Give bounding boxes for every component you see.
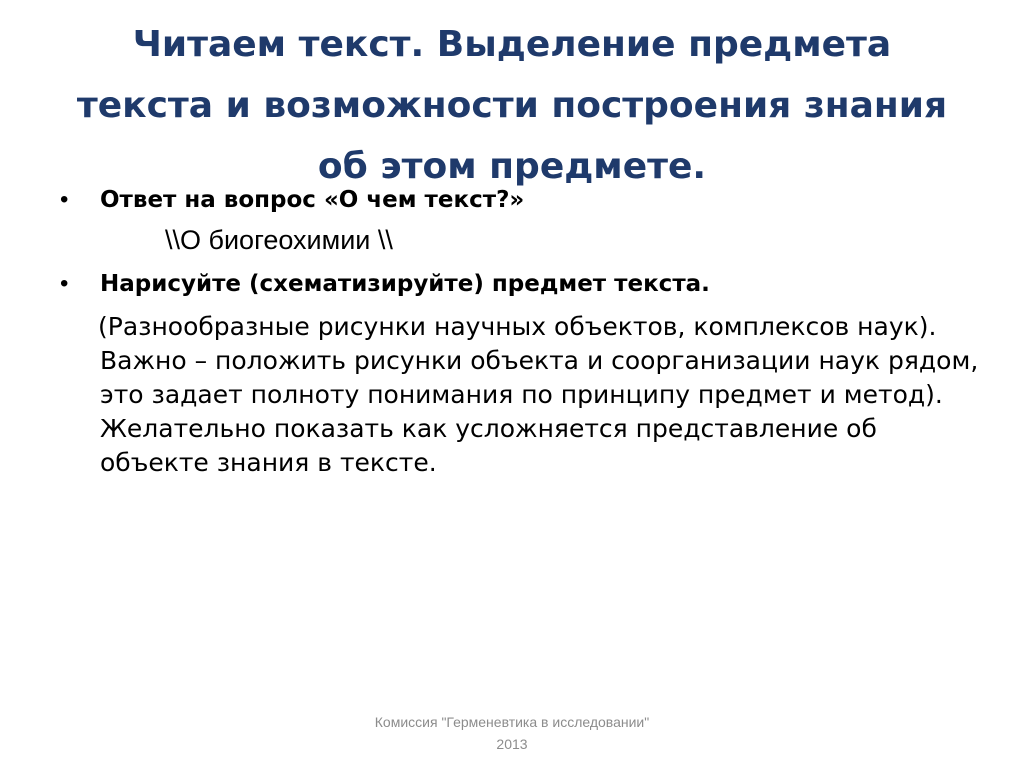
slide-title: Читаем текст. Выделение предмета текста и возможности построения знания об этом предмете.: [76, 24, 948, 187]
bullet-dot: •: [60, 186, 69, 213]
slide-footer: Комиссия "Герменевтика в исследовании" 2013: [374, 714, 650, 752]
bullet-text-question: Ответ на вопрос «О чем текст?»: [100, 187, 525, 213]
bullet-text-draw: Нарисуйте (схематизируйте) предмет текста.: [100, 271, 710, 297]
bullet-dot: •: [60, 270, 69, 297]
bullet-item-draw: [60, 264, 980, 304]
answer-text: \\О биогеохимии \\: [165, 225, 393, 255]
slide-body: [60, 180, 980, 480]
bullet-item-question: [60, 180, 980, 220]
explanation-paragraph: (Разнообразные рисунки научных объектов, комплексов наук). Важно – положить рисунки объекта и соорганизации наук рядом, это задает полноту понимания по принципу предмет и метод). Желательно показать как усложняется представление об объекте знания в тексте.: [98, 312, 979, 477]
